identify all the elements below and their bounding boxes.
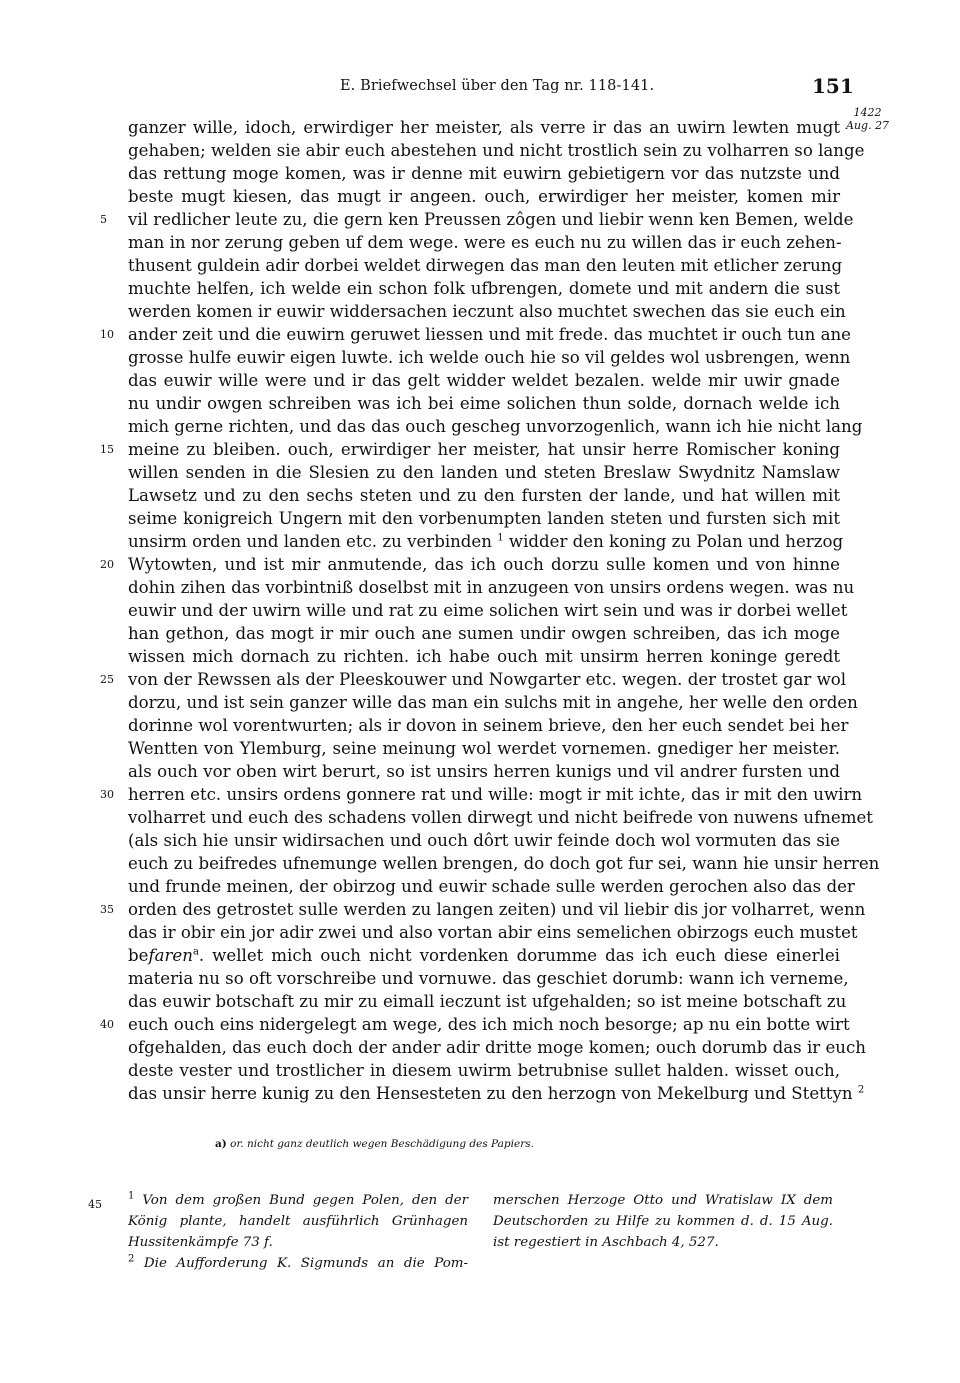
line-number: 35 — [100, 903, 114, 916]
margin-date-note — [846, 106, 889, 132]
line-number: 30 — [100, 788, 114, 801]
text-line: Wentten von Ylemburg, seine meinung wol werdet vornemen. gnediger her meister. — [128, 739, 840, 758]
text-line: nu undir owgen schreiben was ich bei eime solichen thun solde, dornach welde ich — [128, 394, 840, 413]
text-line: meine zu bleiben. ouch, erwirdiger her meister, hat unsir herre Romischer koning — [128, 440, 840, 459]
text-line: dorzu, und ist sein ganzer wille das man ein sulchs mit in angehe, her welle den orden — [128, 693, 858, 712]
text-line: von der Rewssen als der Pleeskouwer und Nowgarter etc. wegen. der trostet gar wol — [128, 670, 847, 689]
text-line: beste mugt kiesen, das mugt ir angeen. ouch, erwirdiger her meister, komen mir — [128, 187, 840, 206]
text-span: be — [128, 946, 149, 965]
text-line: dorinne wol vorentwurten; als ir dovon in seinem brieve, den her euch sendet bei her — [128, 716, 849, 735]
text-line: Lawsetz und zu den sechs steten und zu den fursten der lande, und hat willen mit — [128, 486, 840, 505]
footnote-marker-2: 2 — [857, 1084, 865, 1096]
text-line: das euwir wille were und ir das gelt widder weldet bezalen. welde mir uwir gnade — [128, 371, 840, 390]
running-title: E. Briefwechsel über den Tag nr. 118-141. — [340, 78, 655, 94]
text-line: deste vester und trostlicher in diesem uwirm betrubnise sullet halden. wisset ouch, — [128, 1061, 840, 1080]
line-number: 40 — [100, 1018, 114, 1031]
footnote-a-text: or. nicht ganz deutlich wegen Beschädigung des Papiers. — [230, 1138, 534, 1150]
text-line: das euwir botschaft zu mir zu eimall ieczunt ist ufgehalden; so ist meine botschaft zu — [128, 992, 847, 1011]
text-line: euch ouch eins nidergelegt am wege, des ich mich noch besorge; ap nu ein botte wirt — [128, 1015, 850, 1034]
text-line: herren etc. unsirs ordens gonnere rat und wille: mogt ir mit ichte, das ir mit den uwirn — [128, 785, 863, 804]
text-line: volharret und euch des schadens vollen dirwegt und nicht beifrede von nuwens ufnemet — [128, 808, 873, 827]
text-line: mich gerne richten, und das das ouch gescheg unvorzogenlich, wann ich hie nicht lang — [128, 417, 863, 436]
text-line: das rettung moge komen, was ir denne mit euwirn gebietigern vor das nutzste und — [128, 164, 840, 183]
text-span: das unsir herre kunig zu den Hensesteten zu den herzogn von Mekelburg und Stettyn — [128, 1084, 858, 1103]
text-line: werden komen ir euwir widdersachen ieczunt also muchtet swechen das sie euch ein — [128, 302, 846, 321]
text-line: ander zeit und die euwirn geruwet liessen und mit frede. das muchtet ir ouch tun ane — [128, 325, 851, 344]
text-line: ofgehalden, das euch doch der ander adir dritte moge komen; ouch dorumb das ir euch — [128, 1038, 866, 1057]
footnote-number-2: 2 — [128, 1253, 135, 1265]
text-line: (als sich hie unsir widirsachen und ouch dôrt uwir feinde doch wol vormuten das sie — [128, 831, 840, 850]
text-line: seime konigreich Ungern mit den vorbenumpten landen steten und fursten sich mit — [128, 509, 840, 528]
text-span: . wellet mich ouch nicht vordenken dorumme das ich euch diese einerlei — [198, 946, 840, 965]
footnote-marker-a: a — [192, 946, 199, 958]
text-line: Wytowten, und ist mir anmutende, das ich ouch dorzu sulle komen und von hinne — [128, 555, 840, 574]
text-line: ganzer wille, idoch, erwirdiger her meister, als verre ir das an uwirn lewten mugt — [128, 118, 840, 137]
text-line: euch zu beifredes ufnemunge wellen brengen, do doch got fur sei, wann hie unsir herren — [128, 854, 880, 873]
footnote-number-1: 1 — [128, 1190, 135, 1202]
text-line: thusent guldein adir dorbei weldet dirwegen das man den leuten mit etlicher zerung — [128, 256, 843, 275]
text-line: das ir obir ein jor adir zwei und also vortan abir eins semelichen obirzogs euch mustet — [128, 923, 858, 942]
text-line — [128, 944, 840, 967]
footnote-line-number: 45 — [88, 1198, 102, 1211]
line-number: 25 — [100, 673, 114, 686]
line-number: 5 — [100, 213, 107, 226]
footnote-line: König plante, handelt ausführlich Grünhagen — [128, 1214, 468, 1229]
margin-day: Aug. 27 — [846, 119, 890, 132]
page-number: 151 — [812, 74, 854, 98]
footnote-marker-1: 1 — [497, 532, 504, 544]
footnote-text: Von dem großen Bund gegen Polen, den der — [134, 1193, 468, 1208]
text-line: muchte helfen, ich welde ein schon folk ufbrengen, domete und mit andern die sust — [128, 279, 840, 298]
footnotes-right-column — [493, 1190, 833, 1253]
text-line — [128, 1082, 865, 1105]
margin-year: 1422 — [853, 106, 882, 119]
text-line: vil redlicher leute zu, die gern ken Preussen zôgen und liebir wenn ken Bemen, welde — [128, 210, 854, 229]
text-line: materia nu so oft vorschreibe und vornuwe. das geschiet dorumb: wann ich verneme, — [128, 969, 849, 988]
line-number: 20 — [100, 558, 114, 571]
footnote-line — [128, 1190, 468, 1211]
text-line — [128, 530, 844, 553]
footnote-a-label: a) — [215, 1138, 227, 1150]
text-line: orden des getrostet sulle werden zu langen zeiten) und vil liebir dis jor volharret, wenn — [128, 900, 866, 919]
text-line: willen senden in die Slesien zu den landen und steten Breslaw Swydnitz Namslaw — [128, 463, 840, 482]
footnote-text: Die Aufforderung K. Sigmunds an die Pom- — [134, 1256, 468, 1271]
text-span: widder den koning zu Polan und herzog — [503, 532, 844, 551]
text-line: grosse hulfe euwir eigen luwte. ich welde ouch hie so vil geldes wol usbrengen, wenn — [128, 348, 851, 367]
footnote-line: Hussitenkämpfe 73 f. — [128, 1235, 273, 1250]
text-line: man in nor zerung geben uf dem wege. were es euch nu zu willen das ir euch zehen- — [128, 233, 842, 252]
line-number: 15 — [100, 443, 114, 456]
text-line: als ouch vor oben wirt berurt, so ist unsirs herren kunigs und vil andrer fursten und — [128, 762, 840, 781]
footnotes-left-column — [128, 1190, 468, 1274]
line-number: 10 — [100, 328, 114, 341]
footnote-line: merschen Herzoge Otto und Wratislaw IX dem — [493, 1193, 833, 1208]
text-line: euwir und der uwirn wille und rat zu eime solichen wirt sein und was ir dorbei wellet — [128, 601, 848, 620]
footnote-line — [128, 1253, 468, 1274]
text-line: dohin zihen das vorbintniß doselbst mit in anzugeen von unsirs ordens wegen. was nu — [128, 578, 855, 597]
footnote-line: ist regestiert in Aschbach 4, 527. — [493, 1235, 719, 1250]
textual-footnote-a — [215, 1138, 534, 1150]
footnote-line: Deutschorden zu Hilfe zu kommen d. d. 15 Aug. — [493, 1214, 833, 1229]
italic-span: faren — [148, 946, 193, 965]
text-line: wissen mich dornach zu richten. ich habe ouch mit unsirm herren koninge geredt — [128, 647, 840, 666]
text-line: gehaben; welden sie abir euch abestehen und nicht trostlich sein zu volharren so lange — [128, 141, 865, 160]
text-line: han gethon, das mogt ir mir ouch ane sumen undir owgen schreiben, das ich moge — [128, 624, 840, 643]
text-line: und frunde meinen, der obirzog und euwir schade sulle werden gerochen also das der — [128, 877, 855, 896]
text-span: unsirm orden und landen etc. zu verbinden — [128, 532, 498, 551]
